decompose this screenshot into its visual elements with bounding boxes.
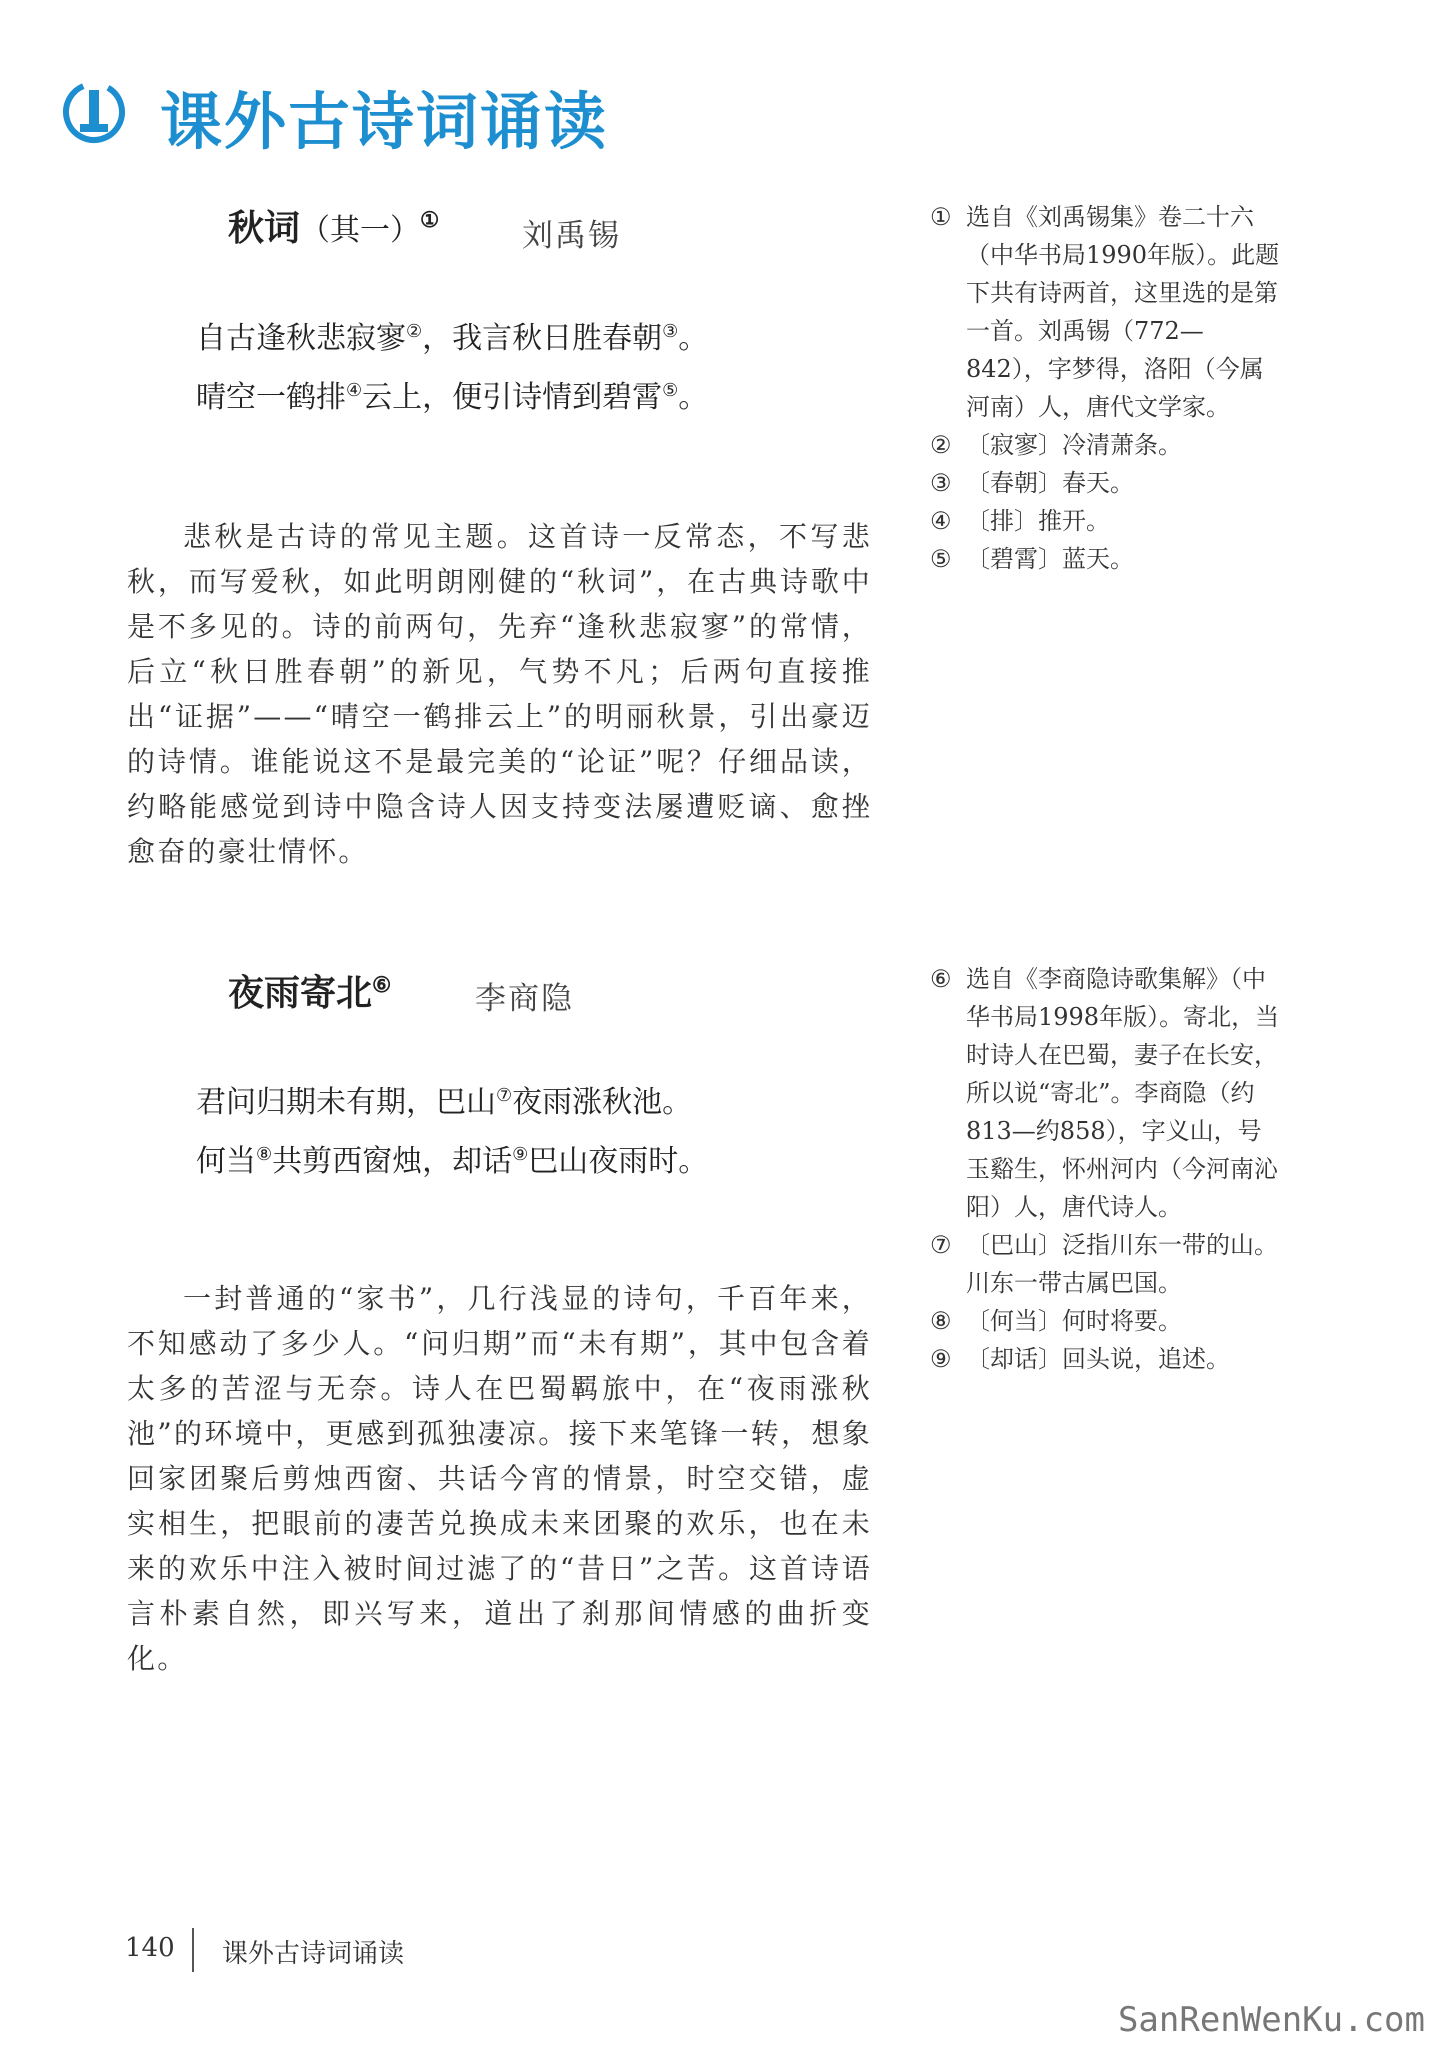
watermark: SanRenWenKu.com bbox=[1117, 2000, 1425, 2040]
footnote: ⑨ 〔却话〕回头说，追述。 bbox=[930, 1345, 1230, 1373]
footnote: ⑧ 〔何当〕何时将要。 bbox=[930, 1307, 1182, 1335]
footnote: ① 选自《刘禹锡集》卷二十六（中华书局1990年版）。此题下共有诗两首，这里选的是第一首。刘禹锡（772—842），字梦得，洛阳（今属河南）人，唐代文学家。 bbox=[930, 203, 1280, 421]
poem-commentary: 一封普通的“家书”，几行浅显的诗句，千百年来，不知感动了多少人。“问归期”而“未有期”，其中包含着太多的苦涩与无奈。诗人在巴蜀羁旅中，在“夜雨涨秋池”的环境中，更感到孤独凄凉。接下来笔锋一转，想象回家团聚后剪烛西窗、共话今宵的情景，时空交错，虚实相生，把眼前的凄苦兑换成未来团聚的欢乐，也在未来的欢乐中注入被时间过滤了的“昔日”之苦。这首诗语言朴素自然，即兴写来，道出了刹那间情感的曲折变化。 bbox=[127, 1282, 872, 1675]
poem-title bbox=[228, 965, 391, 1016]
poem-title bbox=[228, 200, 439, 251]
note-ref: ⑥ bbox=[372, 973, 392, 998]
footnotes bbox=[930, 960, 1280, 1378]
poem-title-text: 秋词 bbox=[228, 207, 301, 249]
footnote: ③ 〔春朝〕春天。 bbox=[930, 469, 1134, 497]
note-ref: ① bbox=[420, 208, 440, 233]
footnote: ⑥ 选自《李商隐诗歌集解》（中华书局1998年版）。寄北，当时诗人在巴蜀，妻子在长安，所以说“寄北”。李商隐（约813—约858），字义山，号玉谿生，怀州河内（今河南沁阳）人，唐代诗人。 bbox=[930, 965, 1280, 1221]
footnotes bbox=[930, 198, 1280, 578]
poem-author: 刘禹锡 bbox=[522, 218, 621, 254]
poem-line: 君问归期未有期，巴山⑦夜雨涨秋池。 bbox=[196, 1085, 693, 1120]
footnote: ⑤ 〔碧霄〕蓝天。 bbox=[930, 545, 1134, 573]
page-number: 140 bbox=[125, 1933, 175, 1963]
footer-divider bbox=[192, 1928, 194, 1972]
poem-author: 李商隐 bbox=[475, 981, 574, 1017]
footnote: ⑦ 〔巴山〕泛指川东一带的山。川东一带古属巴国。 bbox=[930, 1231, 1278, 1297]
poem-line: 晴空一鹤排④云上，便引诗情到碧霄⑤。 bbox=[196, 380, 709, 415]
page-title: 课外古诗词诵读 bbox=[160, 85, 609, 158]
poem-line: 何当⑧共剪西窗烛，却话⑨巴山夜雨时。 bbox=[196, 1144, 709, 1179]
poem-body bbox=[196, 1070, 708, 1188]
section-logo-icon bbox=[62, 80, 126, 144]
poem-body bbox=[196, 306, 708, 424]
footnote: ② 〔寂寥〕冷清萧条。 bbox=[930, 431, 1182, 459]
poem-title-text: 夜雨寄北 bbox=[228, 972, 373, 1014]
footer-section-label: 课外古诗词诵读 bbox=[222, 1939, 405, 1969]
poem-commentary: 悲秋是古诗的常见主题。这首诗一反常态，不写悲秋，而写爱秋，如此明朗刚健的“秋词”，在古典诗歌中是不多见的。诗的前两句，先弃“逢秋悲寂寥”的常情，后立“秋日胜春朝”的新见，气势不凡；后两句直接推出“证据”——“晴空一鹤排云上”的明丽秋景，引出豪迈的诗情。谁能说这不是最完美的“论证”呢？仔细品读，约略能感觉到诗中隐含诗人因支持变法屡遭贬谪、愈挫愈奋的豪壮情怀。 bbox=[127, 520, 872, 868]
poem-subtitle: （其一） bbox=[300, 213, 421, 248]
footnote: ④ 〔排〕推开。 bbox=[930, 507, 1110, 535]
poem-line: 自古逢秋悲寂寥②，我言秋日胜春朝③。 bbox=[196, 321, 709, 356]
